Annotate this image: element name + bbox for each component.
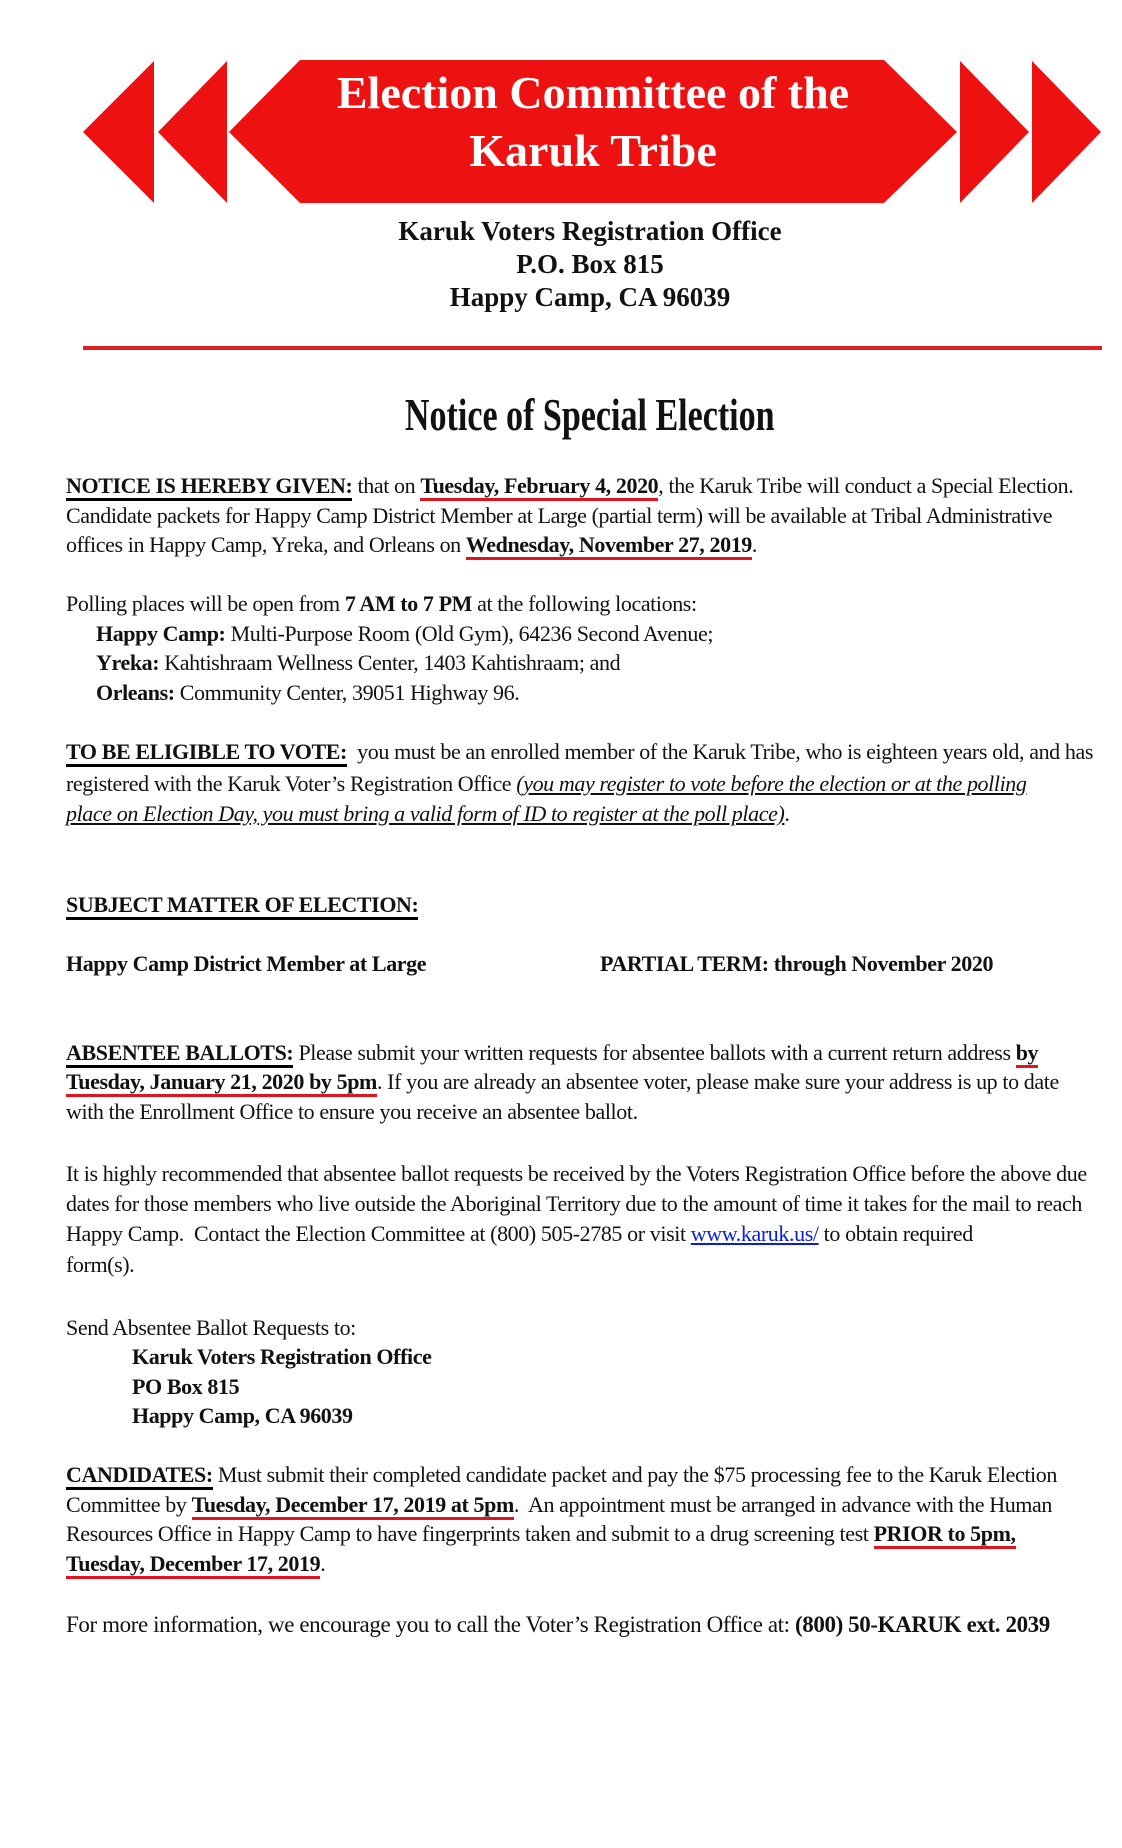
eligible-label: TO BE ELIGIBLE TO VOTE:	[66, 739, 347, 767]
polling-location	[96, 679, 519, 707]
right-arrow-outer	[1032, 61, 1101, 203]
subject-term	[600, 950, 993, 978]
recommend-line-3	[66, 1220, 973, 1248]
election-date: Tuesday, February 4, 2020	[420, 473, 658, 501]
text: Happy Camp. Contact the Election Committee at (800) 505-2785 or visit	[66, 1221, 691, 1246]
notice-line-2: Candidate packets for Happy Camp District Member at Large (partial term) will be available at Tribal Administrative	[66, 503, 1053, 528]
screening-deadline: Tuesday, December 17, 2019	[66, 1551, 320, 1579]
send-office	[132, 1343, 431, 1371]
karuk-website-link[interactable]: www.karuk.us/	[690, 1221, 819, 1246]
text: , the Karuk Tribe will conduct a Special Election.	[658, 473, 1074, 498]
eligible-line-3	[66, 800, 790, 828]
text: Karuk Voters Registration Office	[132, 1344, 432, 1369]
office-city: Happy Camp, CA 96039	[449, 282, 731, 312]
more-info	[66, 1611, 1050, 1639]
eligible-line-1	[66, 738, 1093, 766]
text: .	[784, 801, 790, 826]
polling-location	[96, 620, 713, 648]
left-arrow-inner	[158, 61, 227, 203]
text: PO Box 815	[132, 1374, 240, 1399]
text: .	[320, 1551, 326, 1576]
send-city	[132, 1402, 353, 1430]
position-text: Happy Camp District Member at Large	[66, 951, 427, 976]
absentee-line-3: with the Enrollment Office to ensure you receive an absentee ballot.	[66, 1099, 638, 1124]
polling-location	[96, 649, 620, 677]
left-arrow-outer	[83, 61, 154, 203]
location-name: Yreka:	[96, 650, 160, 675]
right-arrow-inner	[960, 61, 1029, 203]
text: . An appointment must be arranged in advance with the Human	[513, 1492, 1052, 1517]
send-label: Send Absentee Ballot Requests to:	[66, 1315, 356, 1340]
absentee-label: ABSENTEE BALLOTS:	[66, 1040, 293, 1068]
registration-note: place on Election Day, you must bring a valid form of ID to register at the poll place)	[66, 801, 785, 826]
text: For more information, we encourage you to call the Voter’s Registration Office at:	[66, 1612, 796, 1637]
candidates-line-2	[66, 1491, 1052, 1519]
candidate-deadline: Tuesday, December 17, 2019 at 5pm	[192, 1492, 514, 1520]
text: offices in Happy Camp, Yreka, and Orleans on	[66, 532, 466, 557]
divider-rule	[83, 346, 1102, 350]
banner-title-line2: Karuk Tribe	[469, 125, 717, 176]
registration-note: (you may register to vote before the election or at the polling	[516, 771, 1027, 796]
text: Please submit your written requests for absentee ballots with a current return address	[293, 1040, 1016, 1065]
location-detail: Multi-Purpose Room (Old Gym), 64236 Second Avenue;	[225, 621, 714, 646]
candidates-line-4	[66, 1550, 325, 1578]
subject-heading	[66, 891, 418, 919]
notice-label: NOTICE IS HEREBY GIVEN:	[66, 473, 352, 501]
notice-line-1	[66, 472, 1073, 500]
location-detail: Community Center, 39051 Highway 96.	[174, 680, 520, 705]
text: Happy Camp, CA 96039	[132, 1403, 353, 1428]
text: registered with the Karuk Voter’s Registration Office	[66, 771, 517, 796]
recommend-line-1: It is highly recommended that absentee ballot requests be received by the Voters Registration Office before the above due	[66, 1161, 1087, 1186]
subject-position	[66, 950, 426, 978]
text: you must be an enrolled member of the Karuk Tribe, who is eighteen years old, and has	[346, 739, 1093, 764]
candidates-line-1	[66, 1461, 1057, 1489]
candidates-line-3	[66, 1520, 1016, 1548]
packet-date: Wednesday, November 27, 2019	[466, 532, 752, 560]
absentee-deadline: by	[1016, 1040, 1038, 1068]
text: to obtain required	[818, 1221, 973, 1246]
office-pobox: P.O. Box 815	[516, 249, 664, 279]
subject-label: SUBJECT MATTER OF ELECTION:	[66, 892, 418, 920]
notice-line-3	[66, 531, 757, 559]
text: Resources Office in Happy Camp to have fingerprints taken and submit to a drug screening test	[66, 1521, 874, 1546]
text: Must submit their completed candidate packet and pay the $75 processing fee to the Karuk Election	[212, 1462, 1057, 1487]
banner-title-line1: Election Committee of the	[336, 67, 850, 118]
text: Committee by	[66, 1492, 192, 1517]
screening-deadline: PRIOR to 5pm,	[874, 1521, 1016, 1549]
absentee-deadline: Tuesday, January 21, 2020 by 5pm	[66, 1069, 377, 1097]
text: . If you are already an absentee voter, please make sure your address is up to date	[376, 1069, 1059, 1094]
text: at the following locations:	[472, 591, 697, 616]
polling-intro	[66, 590, 697, 618]
eligible-line-2	[66, 770, 1026, 798]
contact-phone: (800) 50-KARUK ext. 2039	[795, 1612, 1050, 1637]
office-name: Karuk Voters Registration Office	[398, 216, 782, 246]
term-text: PARTIAL TERM: through November 2020	[600, 951, 994, 976]
page-title	[0, 388, 1122, 441]
page-title-text: Notice of Special Election	[405, 389, 775, 440]
location-name: Happy Camp:	[96, 621, 226, 646]
candidates-label: CANDIDATES:	[66, 1462, 213, 1490]
recommend-line-2: dates for those members who live outside the Aboriginal Territory due to the amount of time it takes for the mail to reach	[66, 1191, 1082, 1216]
text: that on	[352, 473, 421, 498]
absentee-line-1	[66, 1039, 1038, 1067]
recommend-line-4: form(s).	[66, 1252, 135, 1277]
location-detail: Kahtishraam Wellness Center, 1403 Kahtishraam; and	[159, 650, 621, 675]
text: Polling places will be open from	[66, 591, 345, 616]
location-name: Orleans:	[96, 680, 175, 705]
absentee-line-2	[66, 1068, 1059, 1096]
text: .	[751, 532, 758, 557]
send-pobox	[132, 1373, 239, 1401]
polling-hours: 7 AM to 7 PM	[344, 591, 473, 616]
